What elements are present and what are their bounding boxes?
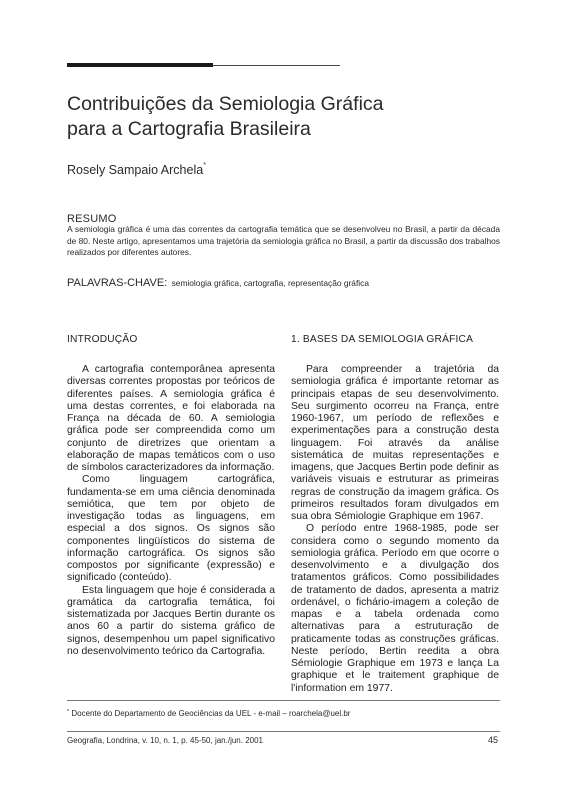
right-paragraph-1: Para compreender a trajetória da semiologia gráfica é importante retomar as principais etapas de seu desenvolvimento. Seu surgimento ocorreu na França, entre 1960-1967, um período de reflexões e experimentações para a construção desta linguagem. Foi através da análise sistemática de muitas representações e imagens, que Jacques Bertin pode definir as variáveis visuais e estruturar as primeiras regras de construção da imagem gráfica. Os primeiros resultados foram divulgados em sua obra Sémiologie Graphique em 1967. — [291, 364, 499, 522]
left-column — [67, 334, 275, 658]
footnote — [67, 709, 350, 718]
footnote-mark: * — [67, 709, 70, 715]
author-name: Rosely Sampaio Archela — [67, 163, 204, 177]
keywords — [67, 277, 500, 289]
abstract-text: A semiologia gráfica é uma das correntes da cartografia temática que se desenvolveu no Brasil, a partir da década de 80. Neste artigo, apresentamos uma trajetória da semiologia gráfica no Brasil, a partir da discussão dos trabalhos realizados por diferentes autores. — [67, 224, 500, 258]
section-heading-bases: 1. BASES DA SEMIOLOGIA GRÁFICA — [291, 334, 474, 345]
author-footnote-mark: * — [203, 162, 206, 169]
section-heading-introducao: INTRODUÇÃO — [67, 334, 138, 345]
title-line-1: Contribuições da Semiologia Gráfica — [67, 93, 384, 115]
header-rule-thick — [67, 63, 213, 67]
keywords-text: semiologia gráfica, cartografia, representação gráfica — [171, 278, 369, 288]
header-rule-thin — [213, 65, 340, 66]
abstract-heading: RESUMO — [67, 213, 117, 225]
keywords-label: PALAVRAS-CHAVE: — [67, 277, 168, 289]
footnote-divider — [67, 700, 500, 701]
title-line-2: para a Cartografia Brasileira — [67, 118, 311, 140]
right-column — [291, 334, 499, 695]
left-paragraph-3: Esta linguagem que hoje é considerada a gramática da cartografia temática, foi sistematizada por Jacques Bertin durante os anos 60 a partir do sistema gráfico de signos, desempenhou um papel significativo no desenvolvimento teórico da Cartografia. — [67, 584, 275, 657]
article-title — [67, 92, 487, 142]
left-paragraph-2: Como linguagem cartográfica, fundamenta-se em uma ciência denominada semiótica, que tem por objeto de investigação todas as linguagens, em especial a dos signos. Os signos são componentes lingüísticos do sistema de informação cartográfica. Os signos são compostos por significante (expressão) e significado (conteúdo). — [67, 474, 275, 584]
author-line — [67, 163, 206, 177]
journal-citation: Geografia, Londrina, v. 10, n. 1, p. 45-50, jan./jun. 2001 — [67, 736, 263, 745]
footer-divider — [67, 731, 500, 732]
right-paragraph-2: O período entre 1968-1985, pode ser considera como o segundo momento da semiologia gráfica. Período em que ocorre o desenvolvimento e a divulgação dos tratamentos gráficos. Como possibilidades de tratamento de dados, apresenta a matriz ordenável, o fichário-imagem a coleção de mapas e a tabela ordenada como alternativas para a estruturação de praticamente todas as construções gráficas. Neste período, Bertin reedita a obra Sémiologie Graphique em 1973 e lança La graphique et le traitement graphique de l'information em 1977. — [291, 523, 499, 694]
page-number: 45 — [488, 735, 499, 745]
footnote-text: Docente do Departamento de Geociências da UEL - e-mail – roarchela@uel.br — [71, 709, 351, 718]
left-paragraph-1: A cartografia contemporânea apresenta diversas correntes propostas por teóricos de diferentes países. A semiologia gráfica é uma destas correntes, e foi elaborada na França na década de 60. A semiologia gráfica pode ser compreendida como um conjunto de diretrizes que orientam a elaboração de mapas temáticos com o uso de símbolos caracterizadores da informação. — [67, 364, 275, 473]
